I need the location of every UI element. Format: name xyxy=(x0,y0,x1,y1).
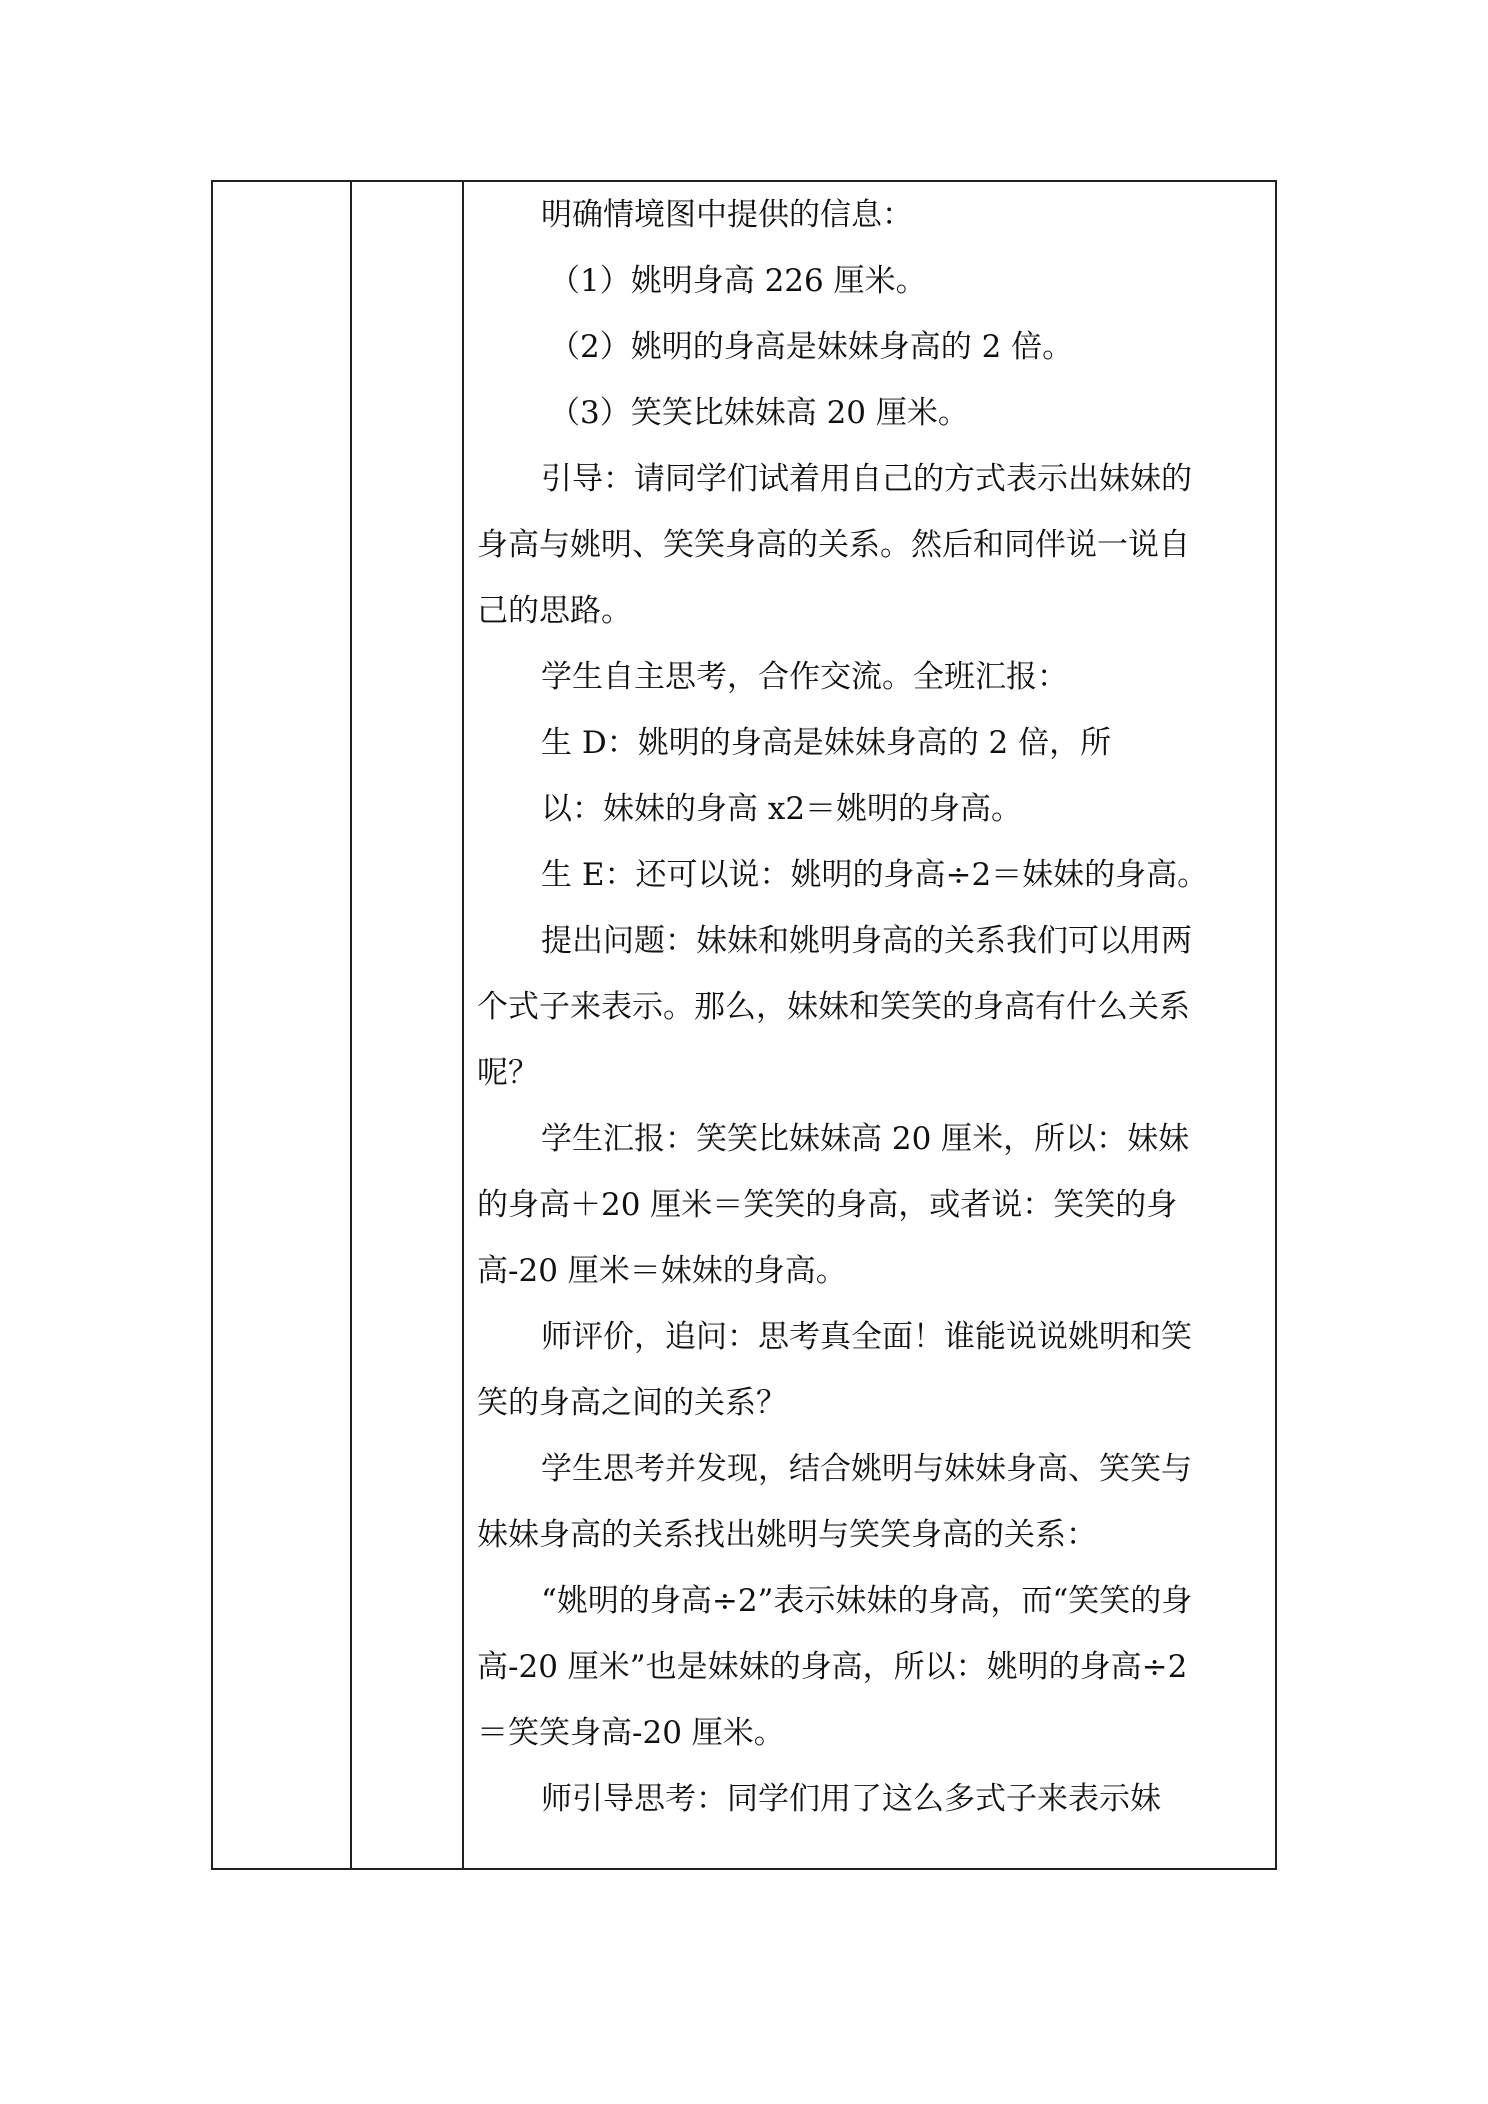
text-line: 呢？ xyxy=(477,1055,539,1091)
text-line: ＝笑笑身高-20 厘米。 xyxy=(477,1715,785,1751)
text-line: 提出问题：妹妹和姚明身高的关系我们可以用两 xyxy=(541,923,1192,959)
text-line: 个式子来表示。那么，妹妹和笑笑的身高有什么关系 xyxy=(477,989,1190,1025)
text-line: 妹妹身高的关系找出姚明与笑笑身高的关系： xyxy=(477,1517,1097,1553)
text-line: （3）笑笑比妹妹高 20 厘米。 xyxy=(549,395,969,431)
text-line: 以：妹妹的身高 x2＝姚明的身高。 xyxy=(541,791,1023,827)
text-line: 师评价，追问：思考真全面！谁能说说姚明和笑 xyxy=(541,1319,1192,1355)
column-divider-1 xyxy=(350,182,352,1868)
text-line: 生 D：姚明的身高是妹妹身高的 2 倍，所 xyxy=(541,725,1112,761)
text-line: 高-20 厘米”也是妹妹的身高，所以：姚明的身高÷2 xyxy=(477,1649,1188,1685)
text-line: 明确情境图中提供的信息： xyxy=(541,197,913,233)
text-line: 学生汇报：笑笑比妹妹高 20 厘米，所以：妹妹 xyxy=(541,1121,1190,1157)
text-line: 高-20 厘米＝妹妹的身高。 xyxy=(477,1253,847,1289)
text-line: （2）姚明的身高是妹妹身高的 2 倍。 xyxy=(549,329,1074,365)
text-line: 学生思考并发现，结合姚明与妹妹身高、笑笑与 xyxy=(541,1451,1192,1487)
text-line: 笑的身高之间的关系？ xyxy=(477,1385,787,1421)
text-line: 学生自主思考，合作交流。全班汇报： xyxy=(541,659,1068,695)
lesson-table xyxy=(211,180,1277,1870)
text-line: 的身高＋20 厘米＝笑笑的身高，或者说：笑笑的身 xyxy=(477,1187,1178,1223)
text-line: “姚明的身高÷2”表示妹妹的身高，而“笑笑的身 xyxy=(541,1583,1193,1619)
text-line: 己的思路。 xyxy=(477,593,632,629)
text-line: 生 E：还可以说：姚明的身高÷2＝妹妹的身高。 xyxy=(541,857,1209,893)
text-line: （1）姚明身高 226 厘米。 xyxy=(549,263,927,299)
column-divider-2 xyxy=(462,182,464,1868)
text-line: 师引导思考：同学们用了这么多式子来表示妹 xyxy=(541,1781,1161,1817)
text-line: 引导：请同学们试着用自己的方式表示出妹妹的 xyxy=(541,461,1192,497)
text-line: 身高与姚明、笑笑身高的关系。然后和同伴说一说自 xyxy=(477,527,1190,563)
